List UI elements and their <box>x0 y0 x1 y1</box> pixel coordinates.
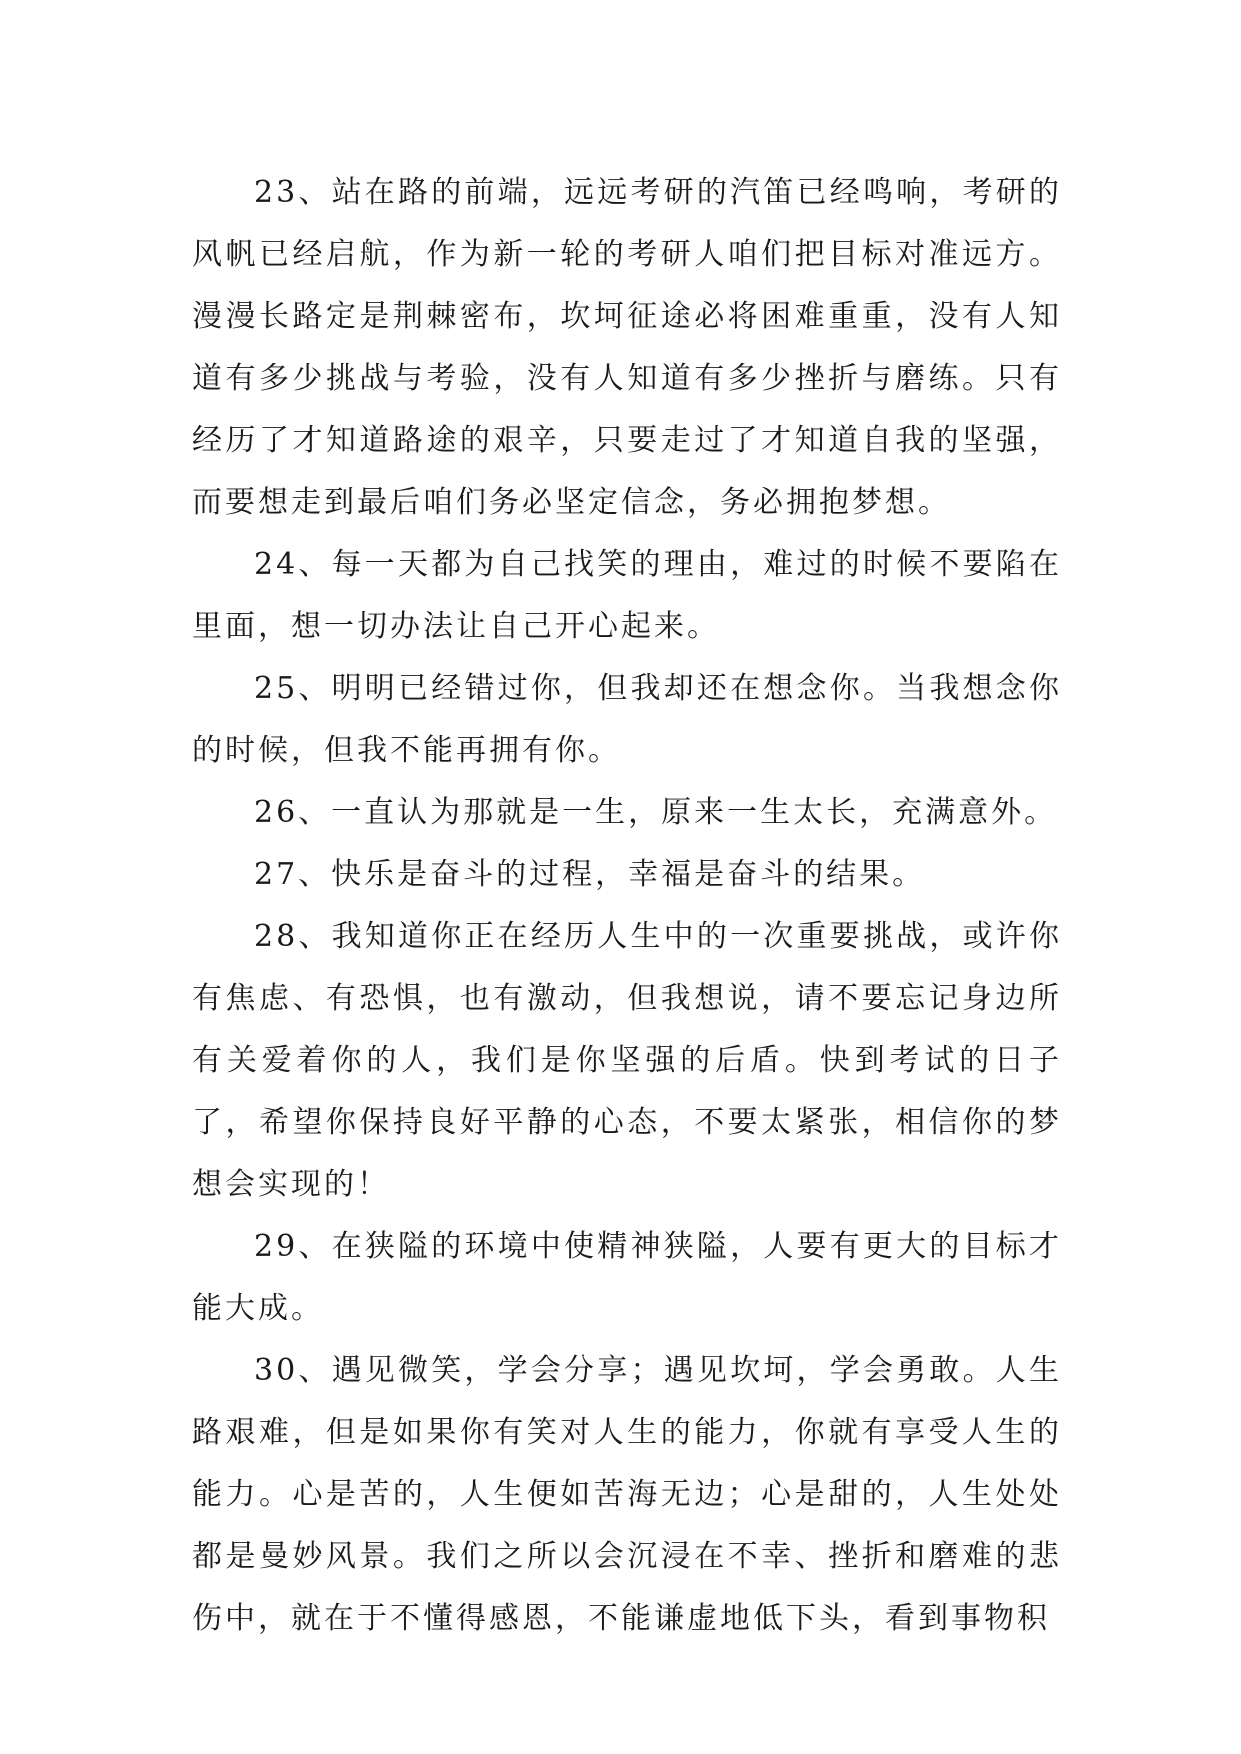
paragraph-25: 25、明明已经错过你，但我却还在想念你。当我想念你的时候，但我不能再拥有你。 <box>192 671 1062 768</box>
paragraph-28: 28、我知道你正在经历人生中的一次重要挑战，或许你有焦虑、有恐惧，也有激动，但我想说，请不要忘记身边所有关爱着你的人，我们是你坚强的后盾。快到考试的日子了，希望你保持良好平静的心态，不要太紧张，相信你的梦想会实现的！ <box>192 919 1062 1202</box>
paragraph-24: 24、每一天都为自己找笑的理由，难过的时候不要陷在里面，想一切办法让自己开心起来。 <box>192 547 1062 644</box>
paragraph-30: 30、遇见微笑，学会分享；遇见坎坷，学会勇敢。人生路艰难，但是如果你有笑对人生的能力，你就有享受人生的能力。心是苦的，人生便如苦海无边；心是甜的，人生处处都是曼妙风景。我们之所以会沉浸在不幸、挫折和磨难的悲伤中，就在于不懂得感恩，不能谦虚地低下头，看到事物积 <box>192 1353 1062 1636</box>
paragraph-29: 29、在狭隘的环境中使精神狭隘，人要有更大的目标才能大成。 <box>192 1229 1062 1326</box>
paragraph-26: 26、一直认为那就是一生，原来一生太长，充满意外。 <box>254 795 1058 830</box>
paragraph-23: 23、站在路的前端，远远考研的汽笛已经鸣响，考研的风帆已经启航，作为新一轮的考研人咱们把目标对准远方。漫漫长路定是荆棘密布，坎坷征途必将困难重重，没有人知道有多少挑战与考验，没有人知道有多少挫折与磨练。只有经历了才知道路途的艰辛，只要走过了才知道自我的坚强，而要想走到最后咱们务必坚定信念，务必拥抱梦想。 <box>192 175 1062 520</box>
document-body <box>192 162 1062 1650</box>
paragraph-27: 27、快乐是奋斗的过程，幸福是奋斗的结果。 <box>254 857 926 892</box>
